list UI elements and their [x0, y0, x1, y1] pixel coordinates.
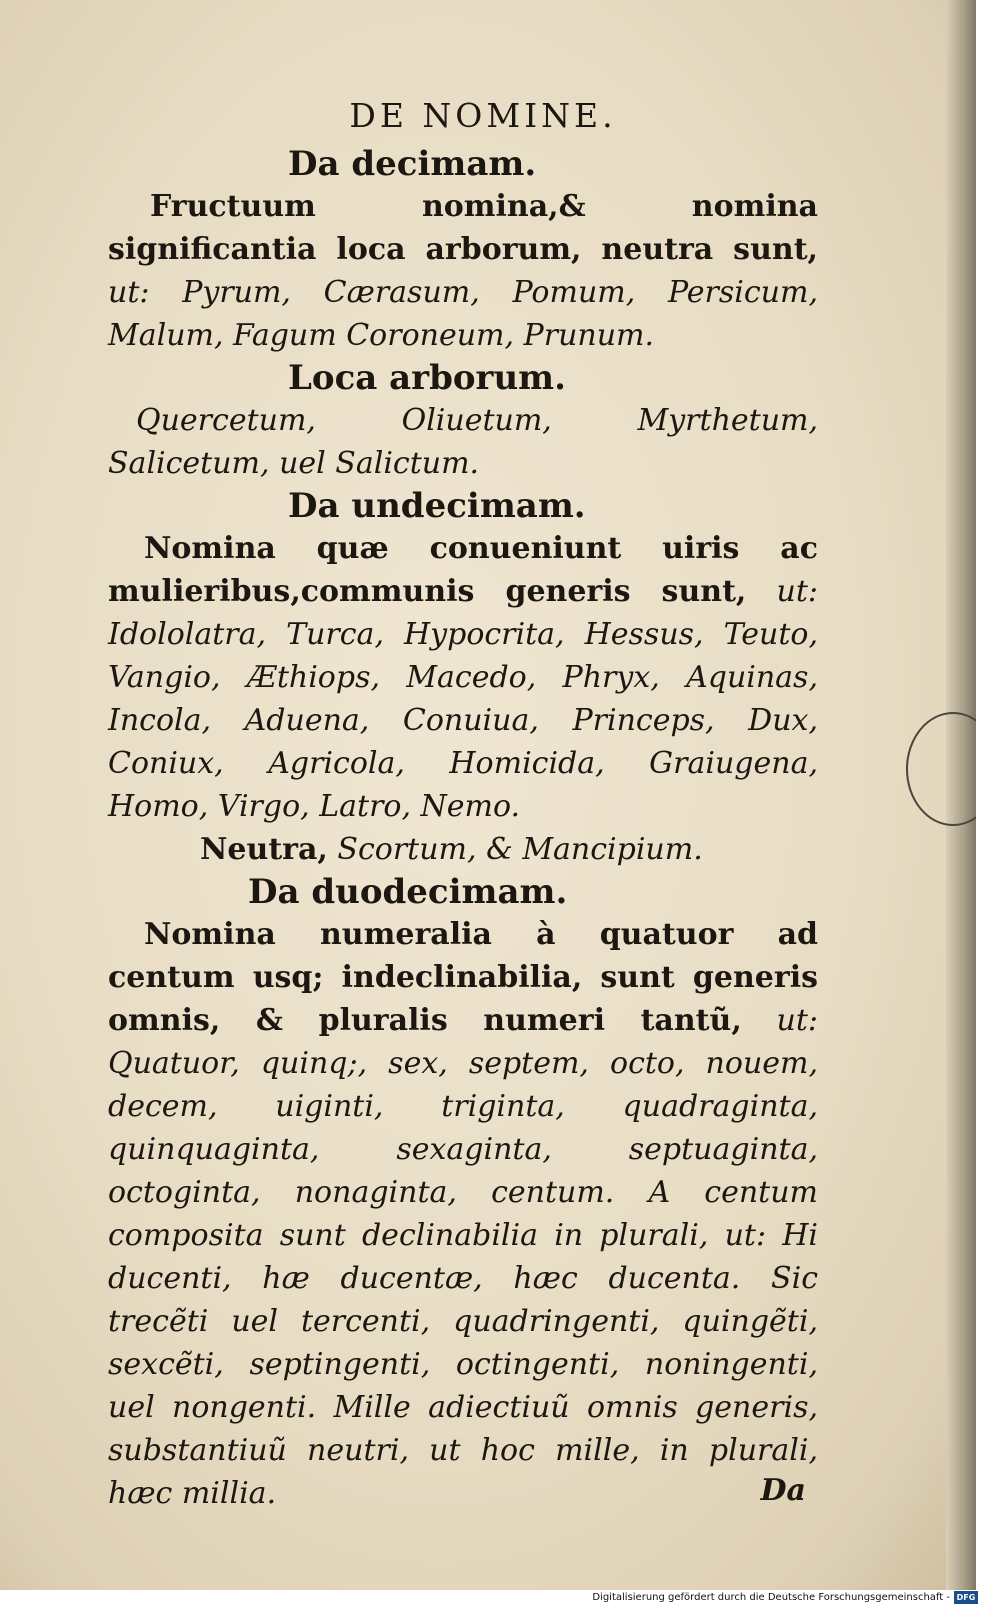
section-3	[108, 485, 818, 828]
section-heading: Loca arborum.	[288, 358, 566, 398]
section-4	[108, 828, 818, 871]
section-paragraph: Fructuum nomina,& nomina significantia loca arborum, neutra sunt, ut: Pyrum, Cærasum, Pomum, Persicum, Malum, Fagum Coroneum, Prunum.	[108, 189, 818, 353]
page-text-block	[108, 96, 818, 1511]
section-5	[108, 871, 818, 1515]
section-2	[108, 357, 818, 485]
section-heading: Da decimam.	[288, 144, 537, 184]
section-paragraph: Nomina numeralia à quatuor ad centum usq; indeclinabilia, sunt generis omnis, & pluralis numeri tantũ, ut: Quatuor, quinq;, sex, septem, octo, nouem, decem, uiginti, triginta, quadraginta, quinquaginta, sexaginta, septuaginta, octoginta, nonaginta, centum. A centum composita sunt declinabilia in plurali, ut: Hi ducenti, hæ ducentæ, hæc ducenta. Sic trecẽti uel tercenti, quadringenti, quingẽti, sexcẽti, septingenti, octingenti, noningenti, uel nongenti. Mille adiectiuũ omnis generis, substantiuũ neutri, ut hoc mille, in plurali, hæc millia.	[108, 917, 818, 1511]
section-heading: Da undecimam.	[288, 486, 586, 526]
section-1	[108, 143, 818, 357]
running-head: DE NOMINE.	[349, 96, 617, 135]
section-paragraph: Quercetum, Oliuetum, Myrthetum, Salicetum, uel Salictum.	[108, 403, 818, 481]
section-paragraph: Nomina quæ conueniunt uiris ac mulieribus,communis generis sunt, ut: Idololatra, Turca, Hypocrita, Hessus, Teuto, Vangio, Æthiops, Macedo, Phryx, Aquinas, Incola, Aduena, Conuiua, Princeps, Dux, Coniux, Agricola, Homicida, Graiugena, Homo, Virgo, Latro, Nemo.	[108, 531, 818, 824]
footer-credit: Digitalisierung gefördert durch die Deutsche Forschungsgemeinschaft -	[592, 1592, 950, 1603]
book-clasp-ring	[906, 712, 976, 826]
digitization-footer	[0, 1590, 1000, 1606]
dfg-logo: DFG	[954, 1591, 978, 1604]
section-paragraph: Neutra, Scortum, & Mancipium.	[200, 832, 703, 867]
catchword: Da	[760, 1473, 806, 1508]
section-heading: Da duodecimam.	[248, 872, 568, 912]
